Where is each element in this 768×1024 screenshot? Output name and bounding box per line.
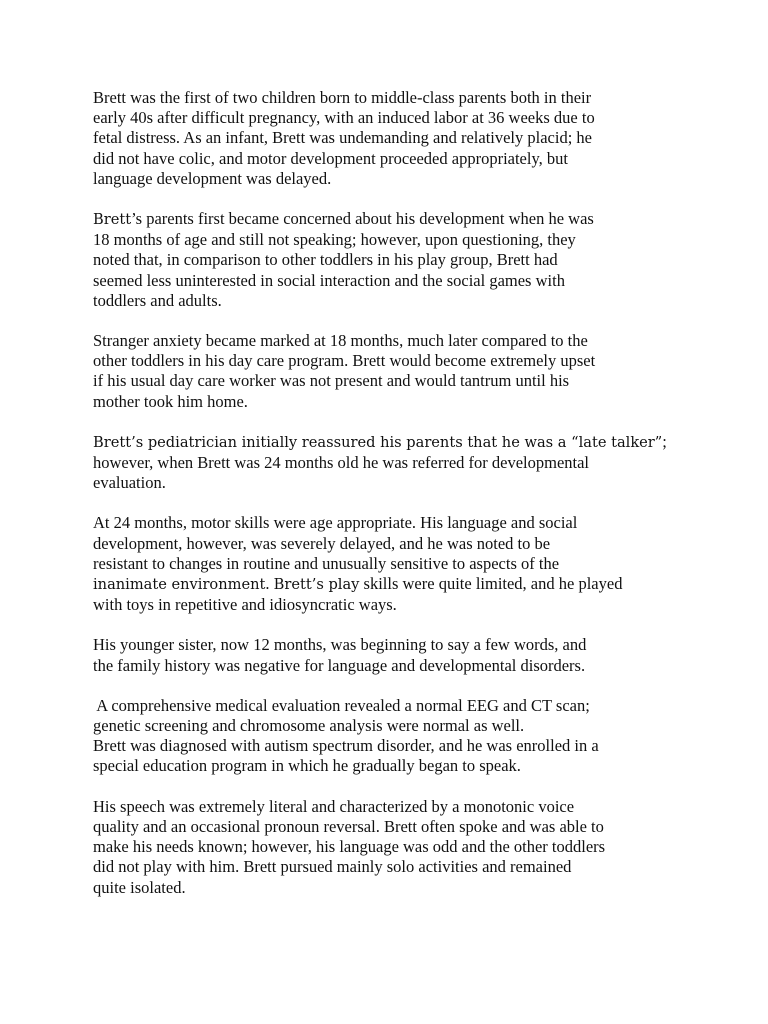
text-line: genetic screening and chromosome analysis were normal as well.	[93, 716, 525, 736]
text-line: quality and an occasional pronoun reversal. Brett often spoke and was able to	[93, 816, 604, 836]
paragraph-24-month-skills	[93, 513, 718, 615]
text-run: ’s parents first became concerned about his development when he was	[131, 209, 594, 229]
text-line: however, when Brett was 24 months old he was referred for developmental	[93, 453, 590, 473]
text-line: resistant to changes in routine and unusually sensitive to aspects of the	[93, 553, 560, 573]
text-line: 18 months of age and still not speaking; however, upon questioning, they	[93, 230, 576, 250]
text-line: Brett was the first of two children born to middle-class parents both in their	[93, 88, 592, 107]
text-line: with toys in repetitive and idiosyncratic ways.	[93, 595, 397, 615]
text-line	[93, 574, 718, 595]
text-run: Brett’s play	[273, 576, 360, 594]
paragraph-family-history	[93, 635, 718, 675]
text-line: quite isolated.	[93, 877, 186, 897]
text-line: did not have colic, and motor development proceeded appropriately, but	[93, 148, 568, 168]
paragraph-birth-history	[93, 88, 718, 189]
text-line: mother took him home.	[93, 391, 248, 411]
text-run: skills were quite limited, and he played	[359, 574, 623, 594]
text-line: special education program in which he gradually began to speak.	[93, 756, 521, 776]
paragraph-medical-evaluation	[93, 696, 718, 736]
text-line: make his needs known; however, his language was odd and the other toddlers	[93, 837, 606, 857]
text-line	[93, 432, 718, 453]
text-line: A comprehensive medical evaluation revealed a normal EEG and CT scan;	[93, 695, 590, 715]
text-run: Brett’s pediatrician initially reassured his parents that he was a “late talker”	[93, 433, 663, 451]
paragraph-speech	[93, 797, 718, 898]
paragraph-parents-concern	[93, 209, 718, 311]
text-line: toddlers and adults.	[93, 290, 222, 310]
text-line: At 24 months, motor skills were age appropriate. His language and social	[93, 513, 578, 533]
text-line: if his usual day care worker was not present and would tantrum until his	[93, 371, 570, 391]
text-line: other toddlers in his day care program. Brett would become extremely upset	[93, 351, 596, 371]
text-line: language development was delayed.	[93, 168, 332, 188]
text-line	[93, 209, 718, 230]
text-line: seemed less uninterested in social interaction and the social games with	[93, 270, 565, 290]
text-line: His speech was extremely literal and characterized by a monotonic voice	[93, 796, 575, 816]
text-line: early 40s after difficult pregnancy, with an induced labor at 36 weeks due to	[93, 108, 595, 128]
text-run: ;	[662, 431, 667, 451]
paragraph-stranger-anxiety	[93, 331, 718, 412]
text-run: Brett	[93, 211, 132, 229]
text-line: development, however, was severely delayed, and he was noted to be	[93, 533, 551, 553]
text-line: Brett was diagnosed with autism spectrum disorder, and he was enrolled in a	[93, 736, 599, 756]
text-run: .	[265, 574, 274, 594]
text-line: the family history was negative for language and developmental disorders.	[93, 655, 586, 675]
text-line: noted that, in comparison to other toddlers in his play group, Brett had	[93, 250, 558, 270]
document-body	[93, 88, 718, 918]
text-line: evaluation.	[93, 473, 166, 493]
text-line: Stranger anxiety became marked at 18 months, much later compared to the	[93, 331, 588, 351]
text-line: did not play with him. Brett pursued mainly solo activities and remained	[93, 857, 572, 877]
text-run: inanimate environment	[93, 576, 266, 594]
text-line: fetal distress. As an infant, Brett was undemanding and relatively placid; he	[93, 128, 592, 148]
paragraph-pediatrician	[93, 432, 718, 494]
text-line: His younger sister, now 12 months, was beginning to say a few words, and	[93, 635, 587, 655]
paragraph-diagnosis	[93, 736, 718, 776]
